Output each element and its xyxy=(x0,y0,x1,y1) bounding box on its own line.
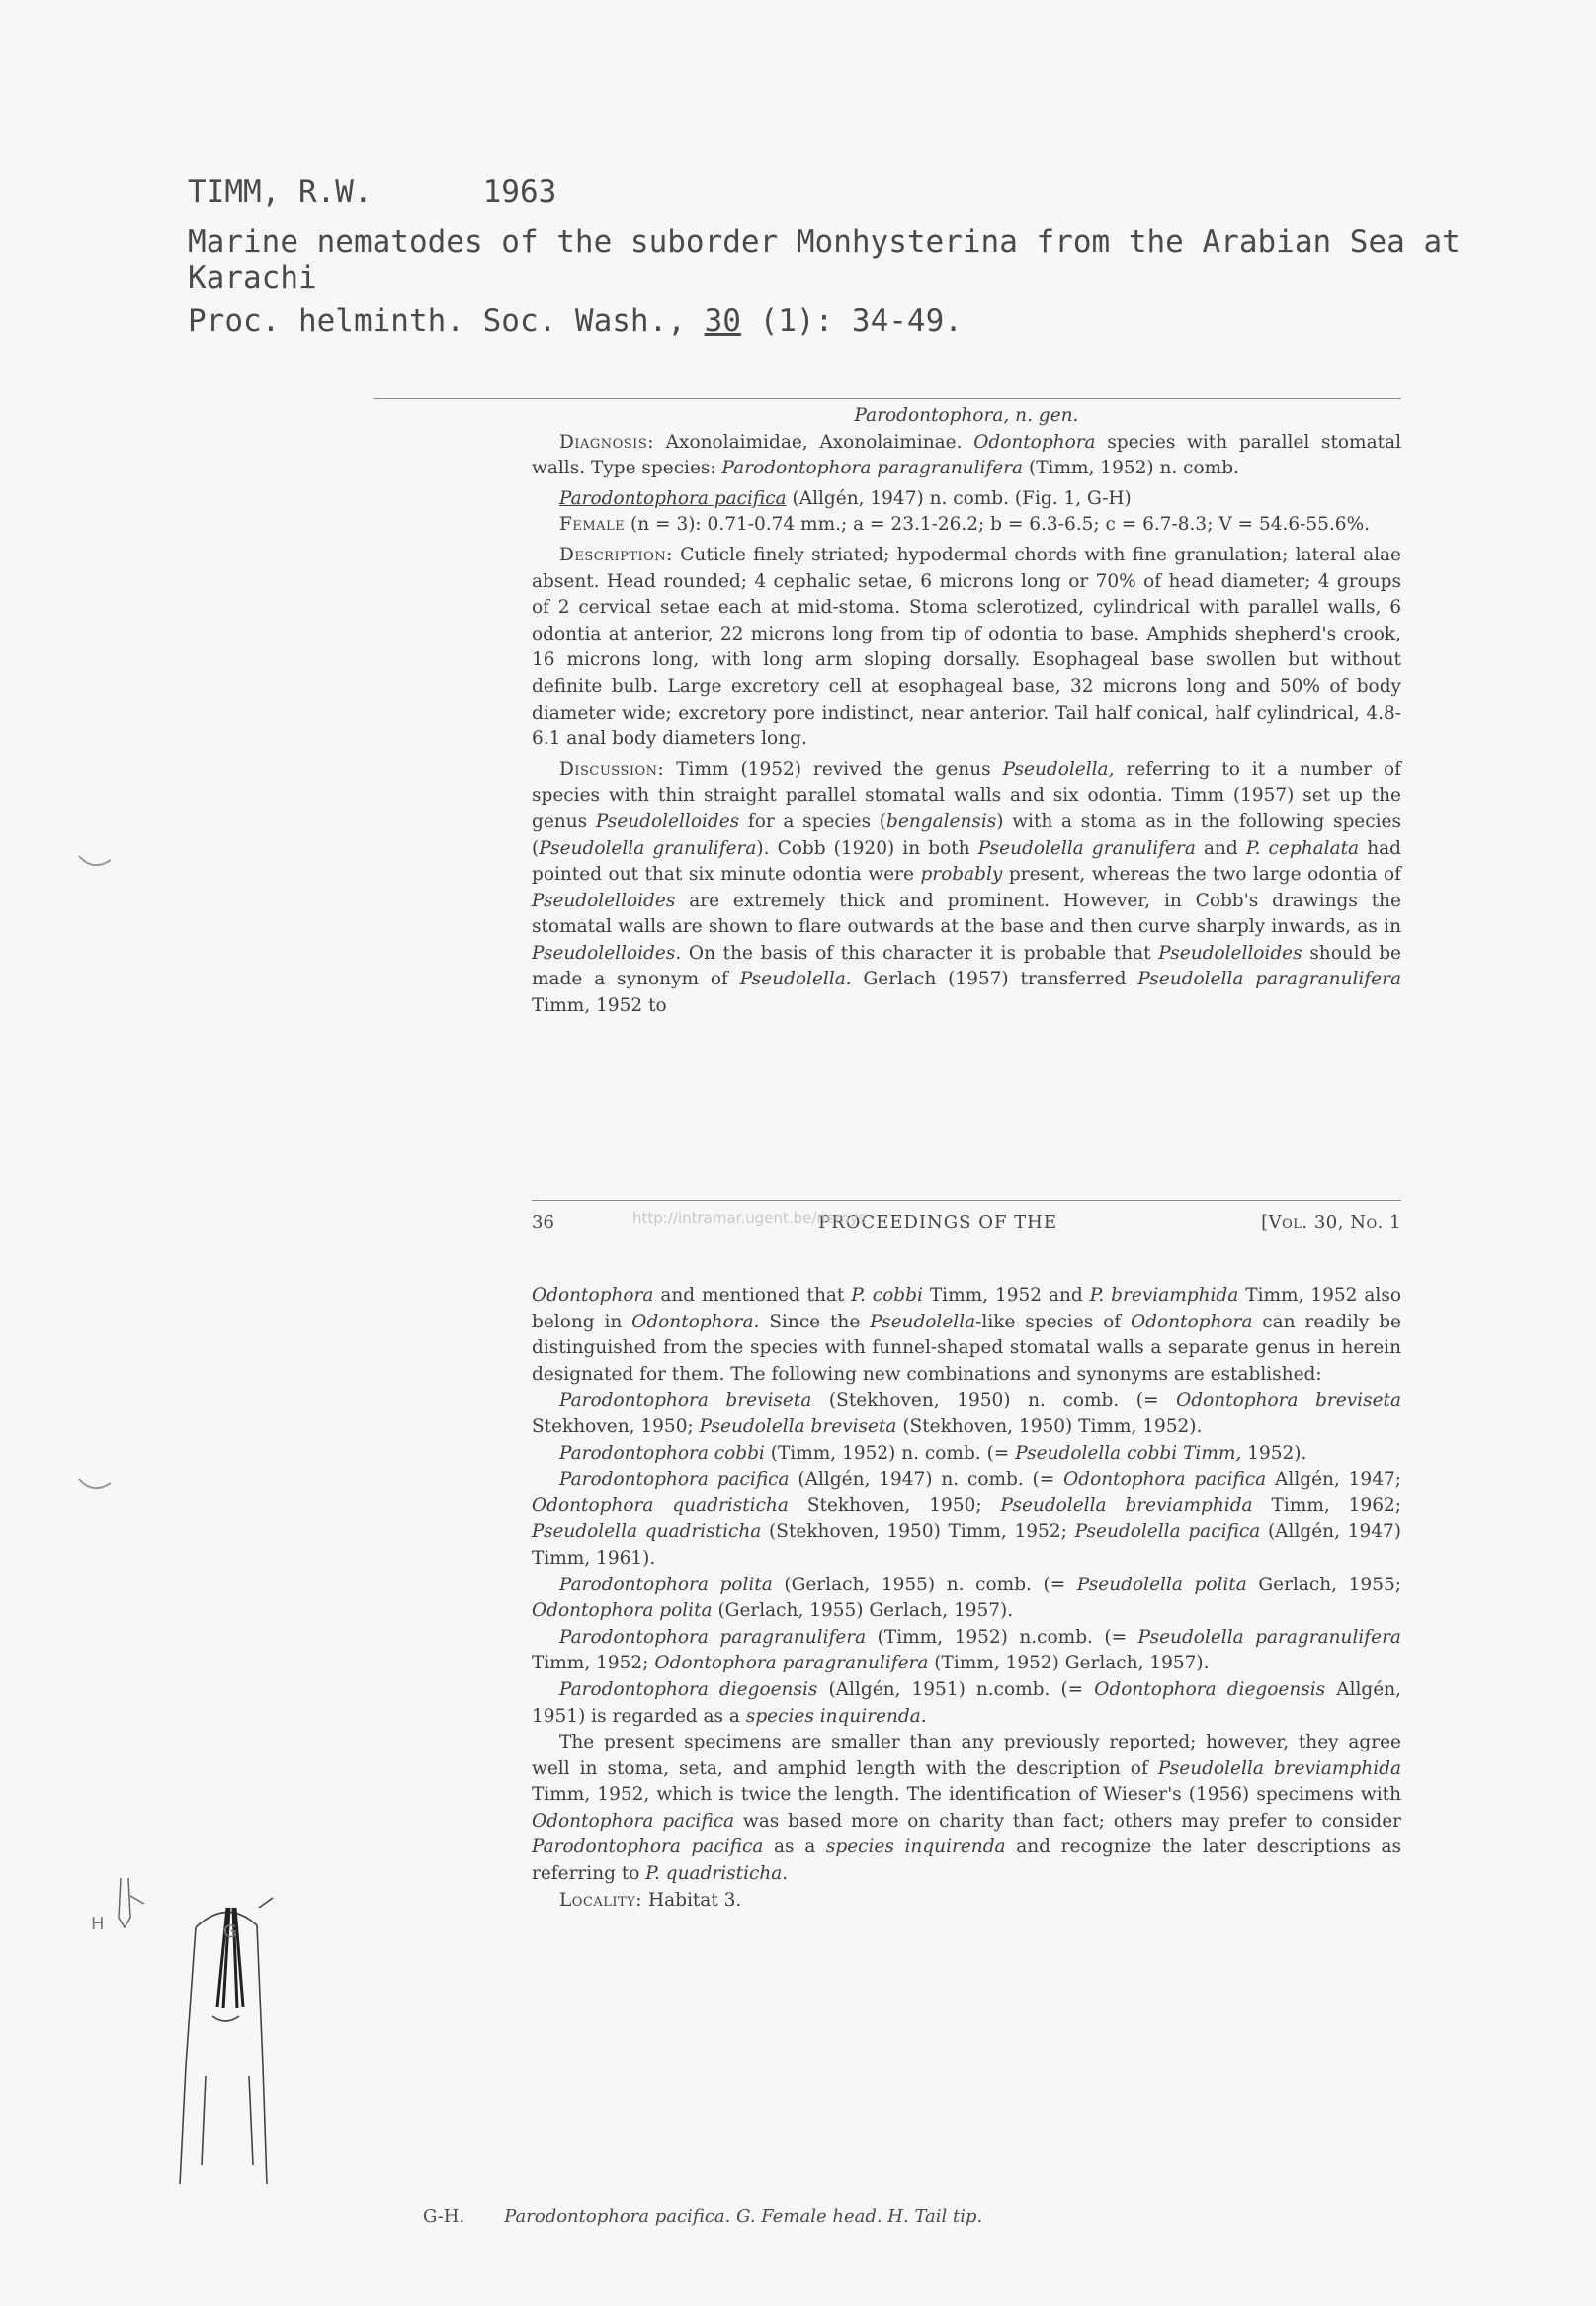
citation-author: TIMM, R.W. xyxy=(188,174,373,210)
citation-author-line xyxy=(188,174,556,210)
nematode-figure xyxy=(79,1868,306,2194)
figure-label-g: G xyxy=(223,1922,237,1942)
description-paragraph: Description: Cuticle finely striated; hypodermal chords with fine granulation; lateral alae absent. Head rounded; 4 cephalic setae, 6 microns long or 70% of head diameter; 4 groups of 2 cervical setae each at mid-stoma. Stoma sclerotized, cylindrical with parallel walls, 6 odontia at anterior, 22 microns long from tip of odontia to base. Amphids shepherd's crook, 16 microns long, with long arm sloping dorsally. Esophageal base swollen but without definite bulb. Large excretory cell at esophageal base, 32 microns long and 50% of body diameter wide; excretory pore indistinct, near anterior. Tail half conical, half cylindrical, 4.8-6.1 anal body diameters long. xyxy=(532,544,1402,750)
discussion-paragraph: Discussion: Timm (1952) revived the genus Pseudolella, referring to it a number of species with thin straight parallel stomatal walls and six odontia. Timm (1957) set up the genus Pseudolelloides for a species (bengalensis) with a stoma as in the following species (Pseudolella granulifera). Cobb (1920) in both Pseudolella granulifera and P. cephalata had pointed out that six minute odontia were probably present, whereas the two large odontia of Pseudolelloides are extremely thick and prominent. However, in Cobb's drawings the stomatal walls are shown to flare outwards at the base and then curve sharply inwards, as in Pseudolelloides. On the basis of this character it is probable that Pseudolelloides should be made a synonym of Pseudolella. Gerlach (1957) transferred Pseudolella paragranulifera Timm, 1952 to xyxy=(532,758,1401,1017)
running-head-rule xyxy=(532,1200,1401,1201)
citation-title: Marine nematodes of the suborder Monhysterina from the Arabian Sea at Karachi xyxy=(188,224,1461,296)
page-number: 36 xyxy=(532,1212,554,1233)
caption-label: G-H. xyxy=(423,2206,465,2227)
printed-section-1 xyxy=(532,403,1401,1020)
citation-year: 1963 xyxy=(482,174,557,210)
remarks-paragraph: The present specimens are smaller than any previously reported; however, they agree well in stoma, seta, and amphid length with the description of Pseudolella breviamphida Timm, 1952, which is twice the length. The identification of Wieser's (1956) specimens with Odontophora pacifica was based more on charity than fact; others may prefer to consider Parodontophora pacifica as a species inquirenda and recognize the later descriptions as referring to P. quadristicha. xyxy=(532,1732,1401,1885)
punch-hole-mark xyxy=(75,850,115,880)
top-divider xyxy=(374,398,1401,399)
combination-item: Parodontophora diegoensis (Allgén, 1951) n.comb. (= Odontophora diegoensis Allgén, 1951) is regarded as a species inquirenda. xyxy=(532,1678,1401,1727)
citation-journal: Proc. helminth. Soc. Wash., xyxy=(188,303,686,339)
combination-item: Parodontophora pacifica (Allgén, 1947) n. comb. (= Odontophora pacifica Allgén, 1947; Odontophora quadristicha Stekhoven, 1950; Pseudolella breviamphida Timm, 1962; Pseudolella quadristicha (Stekhoven, 1950) Timm, 1952; Pseudolella pacifica (Allgén, 1947) Timm, 1961). xyxy=(532,1469,1402,1569)
journal-name: PROCEEDINGS OF THE xyxy=(818,1212,1058,1233)
figure-caption xyxy=(423,2206,982,2227)
combination-item: Parodontophora polita (Gerlach, 1955) n. comb. (= Pseudolella polita Gerlach, 1955; Odontophora polita (Gerlach, 1955) Gerlach, 1957). xyxy=(532,1574,1401,1622)
combination-item: Parodontophora cobbi (Timm, 1952) n. comb. (= Pseudolella cobbi Timm, 1952). xyxy=(559,1442,1307,1464)
figure-label-h: H xyxy=(91,1914,105,1934)
species-heading: Parodontophora pacifica (Allgén, 1947) n. comb. (Fig. 1, G-H) xyxy=(559,487,1132,509)
citation-issue-pages: (1): 34-49. xyxy=(759,303,963,339)
locality-line: Locality: Habitat 3. xyxy=(559,1889,742,1911)
watermark-url: http://intramar.ugent.be/nemys xyxy=(632,1209,867,1227)
continuation-paragraph: Odontophora and mentioned that P. cobbi Timm, 1952 and P. breviamphida Timm, 1952 also belong in Odontophora. Since the Pseudolella-like species of Odontophora can readily be distinguished from the species with funnel-shaped stomatal walls a separate genus in herein designated for them. The following new combinations and synonyms are established: xyxy=(532,1285,1401,1385)
tail-tip-drawing xyxy=(119,1878,144,1927)
caption-text: Parodontophora pacifica. G. Female head. H. Tail tip. xyxy=(504,2206,983,2227)
combination-item: Parodontophora breviseta (Stekhoven, 1950) n. comb. (= Odontophora breviseta Stekhoven, 1950; Pseudolella breviseta (Stekhoven, 1950) Timm, 1952). xyxy=(532,1390,1401,1437)
volume-info: [Vol. 30, No. 1 xyxy=(1261,1212,1401,1233)
genus-heading: Parodontophora, n. gen. xyxy=(854,405,1079,426)
citation-volume: 30 xyxy=(704,303,741,339)
citation-journal-line xyxy=(188,303,963,339)
female-measurements: Female (n = 3): 0.71-0.74 mm.; a = 23.1-26.2; b = 6.3-6.5; c = 6.7-8.3; V = 54.6-55.6%. xyxy=(559,514,1371,536)
diagnosis-paragraph: Diagnosis: Axonolaimidae, Axonolaiminae. Odontophora species with parallel stomatal walls. Type species: Parodontophora paragranulifera (Timm, 1952) n. comb. xyxy=(532,431,1402,479)
punch-hole-mark xyxy=(75,1473,115,1502)
printed-section-2 xyxy=(532,1283,1401,1914)
combination-item: Parodontophora paragranulifera (Timm, 1952) n.comb. (= Pseudolella paragranulifera Timm, 1952; Odontophora paragranulifera (Timm, 1952) Gerlach, 1957). xyxy=(532,1626,1401,1674)
